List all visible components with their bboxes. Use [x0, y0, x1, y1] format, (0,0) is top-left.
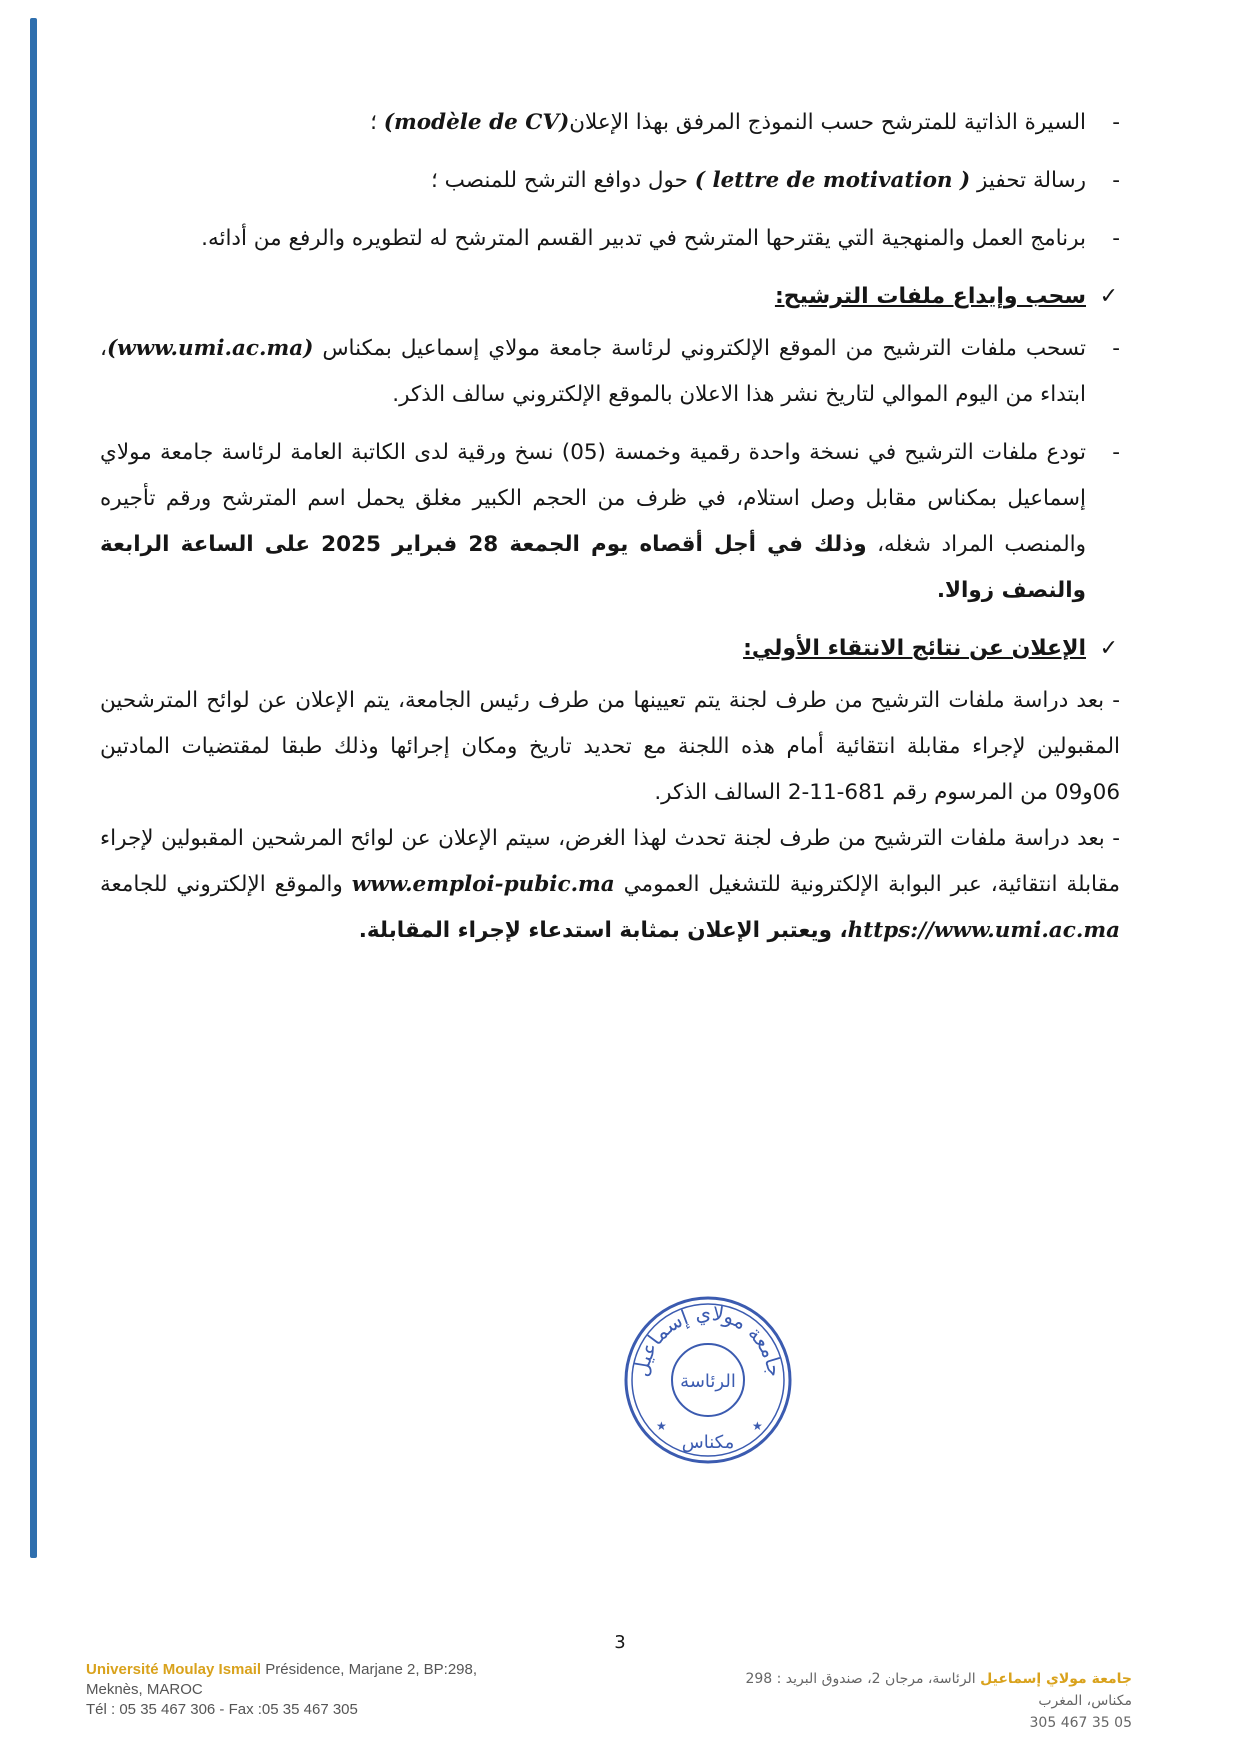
footer-university-name: Université Moulay Ismail — [86, 1661, 262, 1678]
footer-city-line-ar: مكناس، المغرب — [1038, 1693, 1132, 1709]
list-item-text-end: حول دوافع الترشح للمنصب ؛ — [431, 168, 695, 193]
section-title: الإعلان عن نتائج الانتقاء الأولي: — [743, 636, 1086, 661]
university-website-link: https://www.umi.ac.ma — [847, 918, 1120, 943]
paragraph — [100, 678, 1120, 816]
paragraph — [100, 816, 1120, 954]
convocation-note: ، ويعتبر الإعلان بمثابة استدعاء لإجراء المقابلة. — [358, 918, 848, 943]
section-title: سحب وإيداع ملفات الترشيح: — [774, 284, 1086, 309]
section-heading-withdrawal — [100, 274, 1120, 320]
checkmark-icon: ✓ — [1099, 636, 1118, 661]
list-item-text-end: ، ابتداء من اليوم الموالي لتاريخ نشر هذا الاعلان بالموقع الإلكتروني سالف الذكر. — [100, 336, 1086, 407]
footer-address-ar — [745, 1668, 1132, 1734]
stamp-inner-text: الرئاسة — [680, 1371, 736, 1392]
section-heading-results — [100, 626, 1120, 672]
list-item-text: السيرة الذاتية للمترشح حسب النموذج المرفق بهذا الإعلان — [569, 110, 1086, 135]
official-stamp — [618, 1290, 798, 1470]
stamp-outer-text: جامعة مولاي إسماعيل — [628, 1300, 788, 1379]
list-dash: - — [1112, 440, 1120, 465]
list-item-latin: ( lettre de motivation ) — [694, 168, 971, 193]
paragraph-text: - بعد دراسة ملفات الترشيح من طرف لجنة تحدث لهذا الغرض، سيتم الإعلان عن لوائح المرشحين المقبولين لإجراء مقابلة انتقائية، عبر البوابة الإلكترونية للتشغيل العمومي — [100, 826, 1120, 897]
employment-portal-link: www.emploi-pubic.ma — [351, 872, 615, 897]
paragraph-text-mid: والموقع الإلكتروني للجامعة — [100, 872, 352, 897]
website-link: (www.umi.ac.ma) — [106, 336, 314, 361]
list-dash: - — [1112, 168, 1120, 193]
list-item-latin: (modèle de CV) — [383, 110, 570, 135]
list-item-text: تودع ملفات الترشيح في نسخة واحدة رقمية وخمسة (05) نسخ ورقية لدى الكاتبة العامة لرئاسة جامعة مولاي إسماعيل بمكناس مقابل وصل استلام، في ظرف من الحجم الكبير مغلق يحمل اسم المترشح ورقم تأجيره والمنصب المراد شغله، — [100, 440, 1086, 557]
list-item — [100, 326, 1120, 418]
list-item-text: برنامج العمل والمنهجية التي يقترحها المترشح في تدبير القسم المترشح له لتطويره والرفع من أدائه. — [201, 226, 1086, 251]
footer-address-line-ar: الرئاسة، مرجان 2، صندوق البريد : 298 — [745, 1671, 981, 1687]
list-item — [100, 430, 1120, 614]
footer-phone-line: Tél : 05 35 467 306 - Fax :05 35 467 305 — [86, 1701, 358, 1718]
left-margin-bar — [30, 18, 37, 1558]
list-item-text: رسالة تحفيز — [970, 168, 1086, 193]
list-item — [100, 216, 1120, 262]
stamp-bottom-text: مكناس — [681, 1432, 735, 1453]
footer-city-line: Meknès, MAROC — [86, 1681, 203, 1698]
footer-university-name-ar: جامعة مولاي إسماعيل — [980, 1671, 1132, 1687]
page-number: 3 — [614, 1632, 626, 1653]
list-item-text: تسحب ملفات الترشيح من الموقع الإلكتروني لرئاسة جامعة مولاي إسماعيل بمكناس — [313, 336, 1086, 361]
list-item — [100, 100, 1120, 146]
footer-address-line: Présidence, Marjane 2, BP:298, — [261, 1661, 478, 1678]
list-item — [100, 158, 1120, 204]
footer-phone-line-ar: 05 35 467 305 — [1029, 1715, 1132, 1731]
stamp-star-icon: ★ — [752, 1419, 763, 1433]
deadline-text: وذلك في أجل أقصاه يوم الجمعة 28 فبراير 2025 على الساعة الرابعة والنصف زوالا. — [100, 532, 1086, 603]
document-body — [100, 100, 1120, 954]
paragraph-text: - بعد دراسة ملفات الترشيح من طرف لجنة يتم تعيينها من طرف رئيس الجامعة، يتم الإعلان عن لوائح المترشحين المقبولين لإجراء مقابلة انتقائية أمام هذه اللجنة مع تحديد تاريخ ومكان إجرائها وذلك طبقا لمقتضيات المادتين 06و09 من المرسوم رقم 681-11-2 السالف الذكر. — [100, 688, 1120, 805]
list-dash: - — [1112, 110, 1120, 135]
stamp-seal — [618, 1290, 798, 1470]
list-item-text-end: ؛ — [370, 110, 384, 135]
footer-address-fr — [86, 1660, 477, 1720]
list-dash: - — [1112, 226, 1120, 251]
stamp-star-icon: ★ — [656, 1419, 667, 1433]
list-dash: - — [1112, 336, 1120, 361]
checkmark-icon: ✓ — [1099, 284, 1118, 309]
